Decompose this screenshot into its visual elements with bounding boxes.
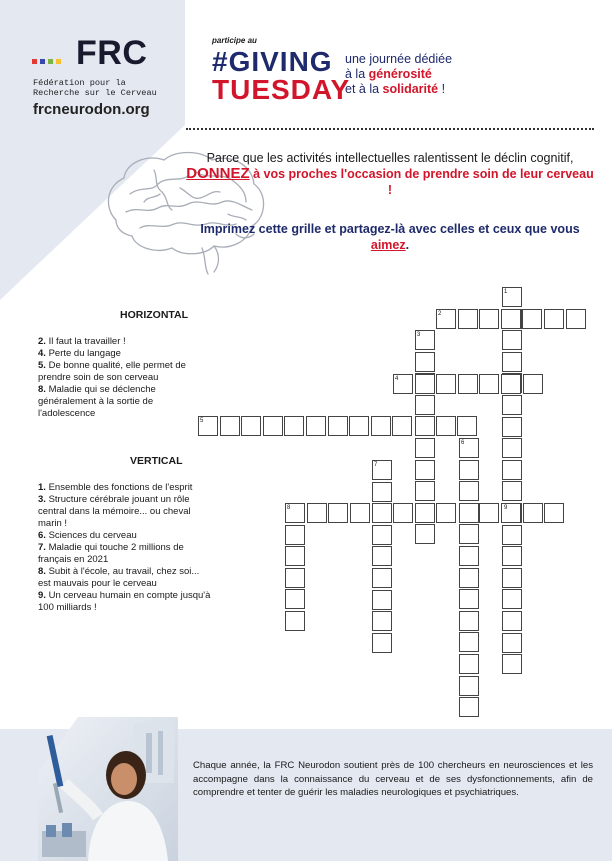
print-instruction xyxy=(186,221,594,253)
print-aimez: aimez xyxy=(370,238,406,252)
donnez-call-to-action: DONNEZ xyxy=(186,165,250,182)
crossword-cell[interactable] xyxy=(523,503,543,523)
clue-number: 3. xyxy=(38,494,46,505)
clue-text: Sciences du cerveau xyxy=(45,530,137,541)
crossword-cell[interactable] xyxy=(415,460,435,480)
crossword-cell[interactable] xyxy=(285,568,305,588)
clue-number: 9. xyxy=(38,590,46,601)
crossword-cell[interactable] xyxy=(350,503,370,523)
crossword-cell[interactable] xyxy=(501,374,521,394)
crossword-cell[interactable] xyxy=(372,590,392,610)
horizontal-clues xyxy=(38,336,213,420)
tagline-line: une journée dédiée xyxy=(345,52,453,66)
clue-item xyxy=(38,566,213,590)
researcher-photo xyxy=(38,713,178,861)
clue-text: Maladie qui se déclenche généralement à la sortie de l'adolescence xyxy=(38,384,156,419)
participe-label: participe au xyxy=(212,36,257,45)
clue-text: Un cerveau humain en compte jusqu'à 100 milliards ! xyxy=(38,590,211,613)
crossword-cell[interactable] xyxy=(459,524,479,544)
crossword-cell[interactable] xyxy=(393,503,413,523)
crossword-cell[interactable] xyxy=(522,309,542,329)
clue-item xyxy=(38,482,213,494)
crossword-cell[interactable] xyxy=(502,568,522,588)
crossword-cell[interactable] xyxy=(372,482,392,502)
crossword-cell[interactable] xyxy=(501,309,521,329)
crossword-cell[interactable] xyxy=(459,611,479,631)
crossword-cell[interactable] xyxy=(502,460,522,480)
crossword-cell[interactable] xyxy=(502,525,522,545)
tagline-emphasis: solidarité xyxy=(382,82,439,96)
footer-paragraph: Chaque année, la FRC Neurodon soutient près de 100 chercheurs en neurosciences et les accompagne dans la connaissance du cerveau et de ses dysfonctionnements, afin de comprendre et tenter de guérir les maladies neurologiques et psychiatriques. xyxy=(193,760,593,798)
clue-item xyxy=(38,336,213,348)
tagline-line xyxy=(345,82,452,97)
clue-number: 6. xyxy=(38,530,46,541)
crossword-cell[interactable] xyxy=(371,416,391,436)
crossword-cell[interactable] xyxy=(502,395,522,415)
intro-text: Parce que les activités intellectuelles ralentissent le déclin cognitif, xyxy=(206,151,574,165)
crossword-cell[interactable] xyxy=(220,416,240,436)
crossword-cell[interactable] xyxy=(502,633,522,653)
tagline-text: ! xyxy=(438,82,446,96)
clue-number: 1. xyxy=(38,482,46,493)
crossword-cell[interactable] xyxy=(284,416,304,436)
crossword-cell[interactable] xyxy=(459,589,479,609)
crossword-cell[interactable] xyxy=(459,632,479,652)
tagline-text: et à la xyxy=(345,82,383,96)
clue-item xyxy=(38,384,213,420)
dotted-separator xyxy=(186,128,594,130)
crossword-cell[interactable] xyxy=(479,374,499,394)
clue-text: Subit à l'école, au travail, chez soi... est mauvais pour le cerveau xyxy=(38,566,200,589)
vertical-clues xyxy=(38,482,213,614)
print-text: Imprimez cette grille et partagez-là avec celles et ceux que vous xyxy=(200,222,580,236)
crossword-cell[interactable] xyxy=(502,330,522,350)
crossword-number: 6 xyxy=(461,440,465,446)
intro-emphasis: à vos proches l'occasion de prendre soin de leur cerveau ! xyxy=(249,167,594,197)
crossword-cell[interactable] xyxy=(415,503,435,523)
crossword-cell[interactable] xyxy=(566,309,586,329)
crossword-cell[interactable] xyxy=(263,416,283,436)
logo-subtitle-line: Fédération pour la xyxy=(33,78,126,88)
crossword-cell[interactable] xyxy=(349,416,369,436)
crossword-cell[interactable] xyxy=(306,416,326,436)
logo-dot xyxy=(48,59,53,64)
crossword-cell[interactable] xyxy=(502,546,522,566)
crossword-cell[interactable] xyxy=(502,654,522,674)
crossword-cell[interactable] xyxy=(372,503,392,523)
vertical-heading: VERTICAL xyxy=(130,455,183,467)
crossword-cell[interactable] xyxy=(436,503,456,523)
crossword-cell[interactable] xyxy=(502,352,522,372)
crossword-cell[interactable] xyxy=(415,352,435,372)
logo-dot xyxy=(40,59,45,64)
crossword-cell[interactable] xyxy=(458,374,478,394)
crossword-cell[interactable] xyxy=(241,416,261,436)
clue-text: Structure cérébrale jouant un rôle central dans la mémoire... ou cheval marin ! xyxy=(38,494,191,529)
clue-text: Perte du langage xyxy=(45,348,121,359)
crossword-number: 3 xyxy=(417,332,421,338)
giving-tuesday-logo xyxy=(212,48,350,104)
crossword-cell[interactable] xyxy=(372,633,392,653)
crossword-cell[interactable] xyxy=(285,589,305,609)
crossword-cell[interactable] xyxy=(372,546,392,566)
clue-number: 7. xyxy=(38,542,46,553)
crossword-cell[interactable] xyxy=(479,309,499,329)
crossword-cell[interactable] xyxy=(502,589,522,609)
crossword-cell[interactable] xyxy=(285,611,305,631)
clue-item xyxy=(38,360,213,384)
clue-text: Il faut la travailler ! xyxy=(45,336,126,347)
giving-tuesday-line2: TUESDAY xyxy=(212,74,351,105)
crossword-number: 4 xyxy=(395,376,399,382)
tagline-emphasis: générosité xyxy=(368,67,432,81)
crossword-cell[interactable] xyxy=(415,438,435,458)
logo-dot xyxy=(32,59,37,64)
crossword-cell[interactable] xyxy=(415,374,435,394)
clue-number: 8. xyxy=(38,566,46,577)
clue-text: Maladie qui touche 2 millions de français en 2021 xyxy=(38,542,184,565)
crossword-number: 7 xyxy=(374,462,378,468)
logo-dot xyxy=(56,59,61,64)
clue-item xyxy=(38,494,213,530)
crossword-cell[interactable] xyxy=(285,525,305,545)
crossword-cell[interactable] xyxy=(459,676,479,696)
clue-number: 8. xyxy=(38,384,46,395)
crossword-cell[interactable] xyxy=(372,525,392,545)
crossword-cell[interactable] xyxy=(458,309,478,329)
crossword-cell[interactable] xyxy=(544,503,564,523)
crossword-cell[interactable] xyxy=(502,438,522,458)
logo-dots xyxy=(32,51,72,69)
clue-text: Ensemble des fonctions de l'esprit xyxy=(45,482,193,493)
crossword-cell[interactable] xyxy=(459,460,479,480)
horizontal-heading: HORIZONTAL xyxy=(120,309,189,321)
logo-wordmark: FRC xyxy=(76,34,148,72)
crossword-cell[interactable] xyxy=(285,546,305,566)
crossword-number: 9 xyxy=(504,505,508,511)
giving-tuesday-line1: #GIVING xyxy=(212,46,333,77)
crossword-cell[interactable] xyxy=(307,503,327,523)
print-text: . xyxy=(405,238,410,252)
crossword-cell[interactable] xyxy=(436,416,456,436)
crossword-cell[interactable] xyxy=(459,654,479,674)
tagline-text: à la xyxy=(345,67,369,81)
crossword-cell[interactable] xyxy=(415,481,435,501)
website-link[interactable]: frcneurodon.org xyxy=(33,101,150,118)
campaign-tagline xyxy=(345,52,452,97)
crossword-cell[interactable] xyxy=(523,374,543,394)
crossword-cell[interactable] xyxy=(436,374,456,394)
clue-item xyxy=(38,590,213,614)
clue-number: 4. xyxy=(38,348,46,359)
crossword-cell[interactable] xyxy=(415,395,435,415)
crossword-cell[interactable] xyxy=(502,611,522,631)
crossword-cell[interactable] xyxy=(502,417,522,437)
crossword-cell[interactable] xyxy=(372,568,392,588)
logo-subtitle xyxy=(33,78,157,98)
tagline-line xyxy=(345,67,452,82)
intro-paragraph xyxy=(186,150,594,198)
crossword-cell[interactable] xyxy=(392,416,412,436)
clue-number: 5. xyxy=(38,360,46,371)
crossword-number: 5 xyxy=(200,418,204,424)
crossword-number: 8 xyxy=(287,505,291,511)
crossword-cell[interactable] xyxy=(328,416,348,436)
crossword-cell[interactable] xyxy=(459,546,479,566)
clue-number: 2. xyxy=(38,336,46,347)
crossword-cell[interactable] xyxy=(479,503,499,523)
crossword-cell[interactable] xyxy=(502,481,522,501)
crossword-cell[interactable] xyxy=(459,503,479,523)
crossword-cell[interactable] xyxy=(459,481,479,501)
crossword-cell[interactable] xyxy=(328,503,348,523)
crossword-cell[interactable] xyxy=(544,309,564,329)
crossword-cell[interactable] xyxy=(459,697,479,717)
clue-item xyxy=(38,348,213,360)
clue-item xyxy=(38,530,213,542)
crossword-number: 2 xyxy=(438,311,442,317)
clue-text: De bonne qualité, elle permet de prendre soin de son cerveau xyxy=(38,360,186,383)
logo-subtitle-line: Recherche sur le Cerveau xyxy=(33,88,157,98)
crossword-cell[interactable] xyxy=(415,416,435,436)
crossword-cell[interactable] xyxy=(415,524,435,544)
crossword-cell[interactable] xyxy=(372,611,392,631)
clue-item xyxy=(38,542,213,566)
crossword-cell[interactable] xyxy=(457,416,477,436)
crossword-cell[interactable] xyxy=(459,568,479,588)
crossword-number: 1 xyxy=(504,289,508,295)
